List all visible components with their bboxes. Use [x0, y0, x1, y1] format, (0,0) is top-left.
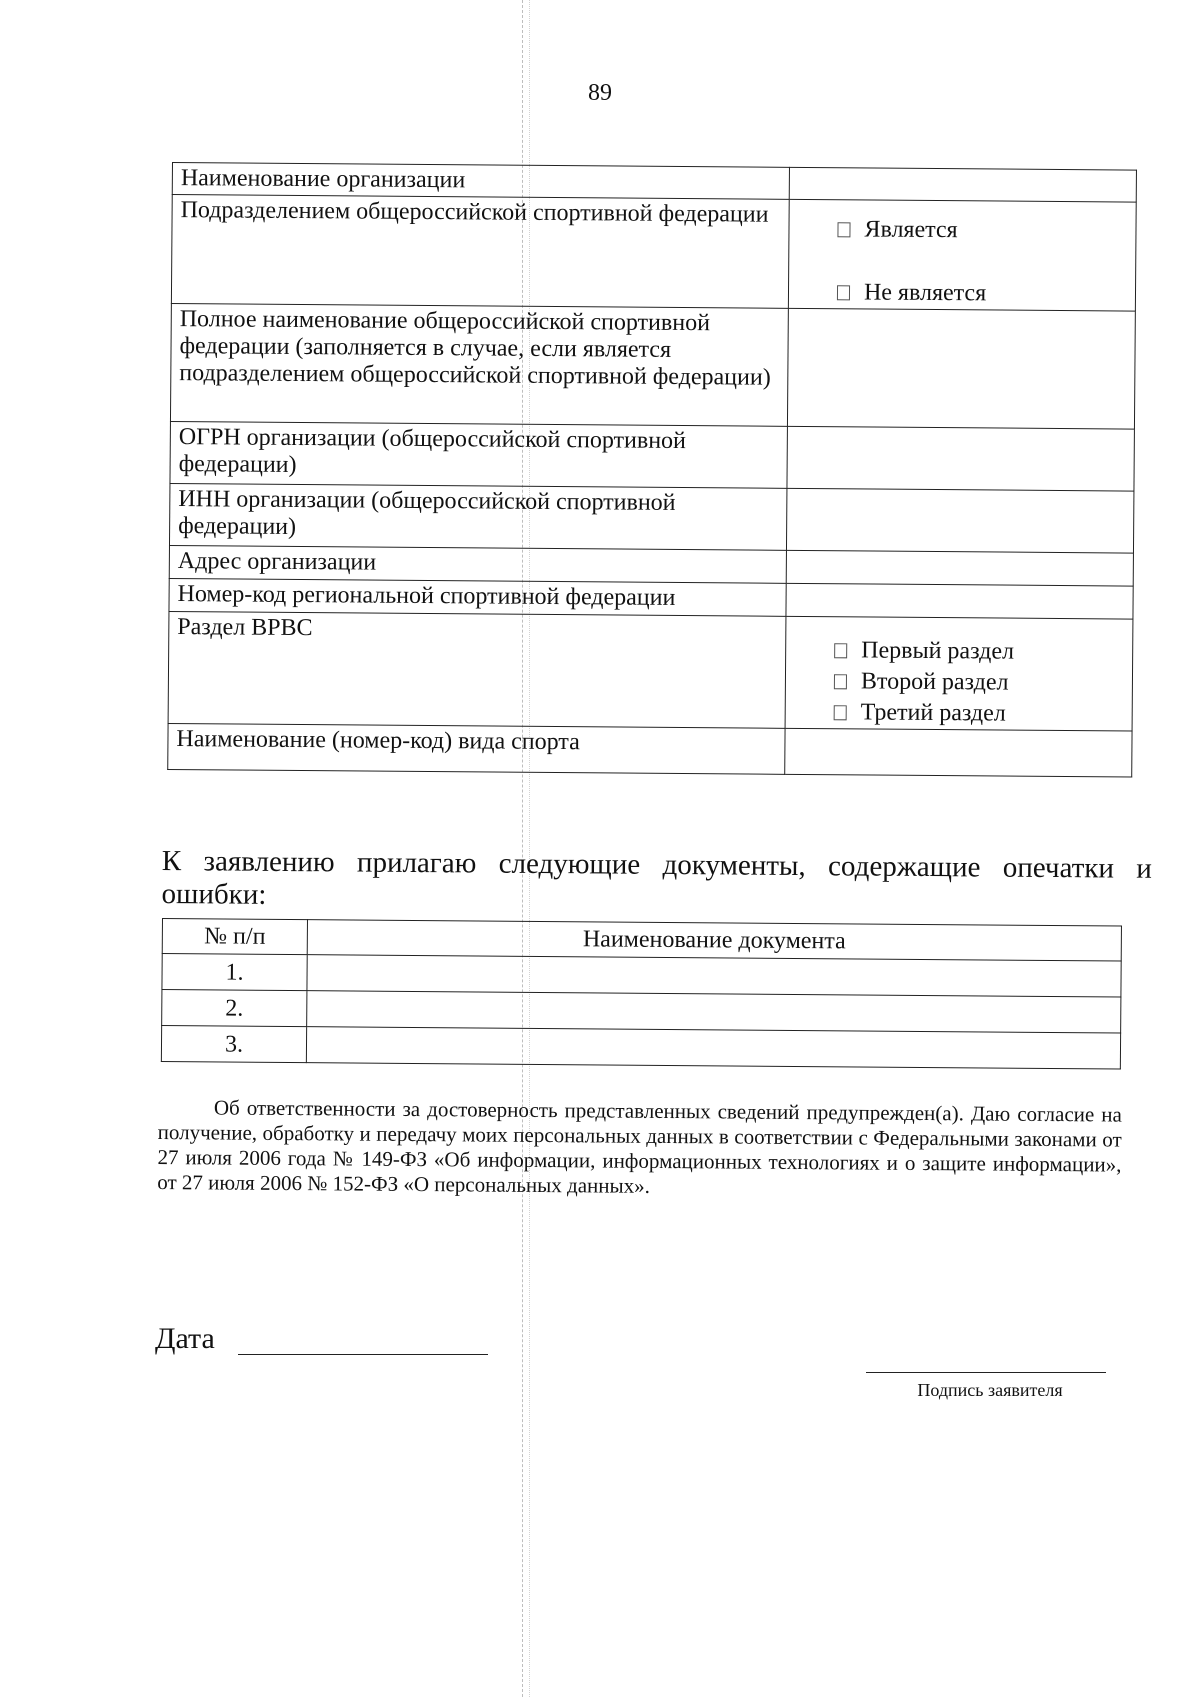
form-label: Наименование организации [172, 163, 789, 200]
document-name-field[interactable] [306, 1027, 1120, 1069]
date-label: Дата [155, 1322, 215, 1355]
form-label: Наименование (номер-код) вида спорта [168, 723, 785, 774]
organization-form-table [167, 162, 1137, 778]
form-row-sport-name [168, 723, 1132, 777]
regional-code-field[interactable] [786, 583, 1133, 619]
checkbox[interactable] [837, 222, 850, 237]
form-row-federation-full-name [170, 303, 1135, 429]
form-label: Номер-код региональной спортивной федерации [169, 578, 786, 616]
option-first-section[interactable] [794, 637, 1124, 667]
form-label: ОГРН организации (общероссийской спортивной федерации) [170, 421, 787, 488]
form-label: Адрес организации [169, 545, 786, 583]
signature-line[interactable] [866, 1372, 1106, 1373]
row-number: 1. [162, 954, 307, 991]
checkbox[interactable] [834, 705, 847, 720]
consent-text: Об ответственности за достоверность представленных сведений предупрежден(а). Даю согласие на получение, обработку и передачу моих персональных данных в соответствии с Федеральными законами от 27 июля 2006 года № 149-ФЗ «Об информации, информационных технологиях и о защите информации», от 27 июля 2006 № 152-ФЗ «О персональных данных». [157, 1095, 1122, 1198]
form-row-vrvs-section [168, 611, 1133, 731]
subdivision-options [788, 199, 1136, 311]
address-field[interactable] [786, 550, 1133, 586]
table-row [161, 1026, 1120, 1070]
form-row-subdivision [171, 195, 1136, 312]
vrvs-section-options [785, 616, 1133, 731]
consent-paragraph [157, 1095, 1122, 1203]
inn-field[interactable] [786, 488, 1133, 553]
form-row-inn [169, 483, 1133, 553]
checkbox[interactable] [834, 674, 847, 689]
row-number: 3. [161, 1026, 306, 1063]
option-label: Не является [863, 279, 987, 307]
option-third-section[interactable] [794, 699, 1124, 729]
form-label: Подразделением общероссийской спортивной федерации [171, 195, 789, 309]
form-row-ogrn [170, 421, 1134, 491]
checkbox[interactable] [834, 643, 847, 658]
column-header-number: № п/п [162, 919, 307, 955]
option-label: Первый раздел [861, 637, 1015, 665]
attachments-heading: К заявлению прилагаю следующие документы, содержащие опечатки и ошибки: [161, 845, 1152, 911]
date-input-line[interactable] [238, 1354, 488, 1355]
sport-name-field[interactable] [785, 728, 1132, 777]
option-label: Второй раздел [860, 668, 1009, 696]
form-label: ИНН организации (общероссийской спортивной федерации) [169, 483, 786, 550]
ogrn-field[interactable] [787, 426, 1134, 491]
option-not-subdivision[interactable] [797, 279, 1127, 309]
page-number: 89 [588, 80, 612, 106]
option-is-subdivision[interactable] [797, 216, 1127, 246]
federation-full-name-field[interactable] [787, 308, 1135, 429]
option-label: Третий раздел [860, 699, 1006, 727]
form-label: Раздел ВРВС [168, 611, 786, 728]
column-header-document-name: Наименование документа [307, 920, 1121, 961]
signature-caption: Подпись заявителя [917, 1380, 1063, 1400]
org-name-field[interactable] [789, 167, 1136, 202]
attachments-table [161, 918, 1122, 1070]
row-number: 2. [162, 990, 307, 1027]
checkbox[interactable] [837, 285, 850, 300]
form-label: Полное наименование общероссийской спортивной федерации (заполняется в случае, если является подразделением общероссийской спортивной федерации) [170, 303, 788, 426]
option-second-section[interactable] [794, 668, 1124, 698]
option-label: Является [864, 216, 958, 244]
